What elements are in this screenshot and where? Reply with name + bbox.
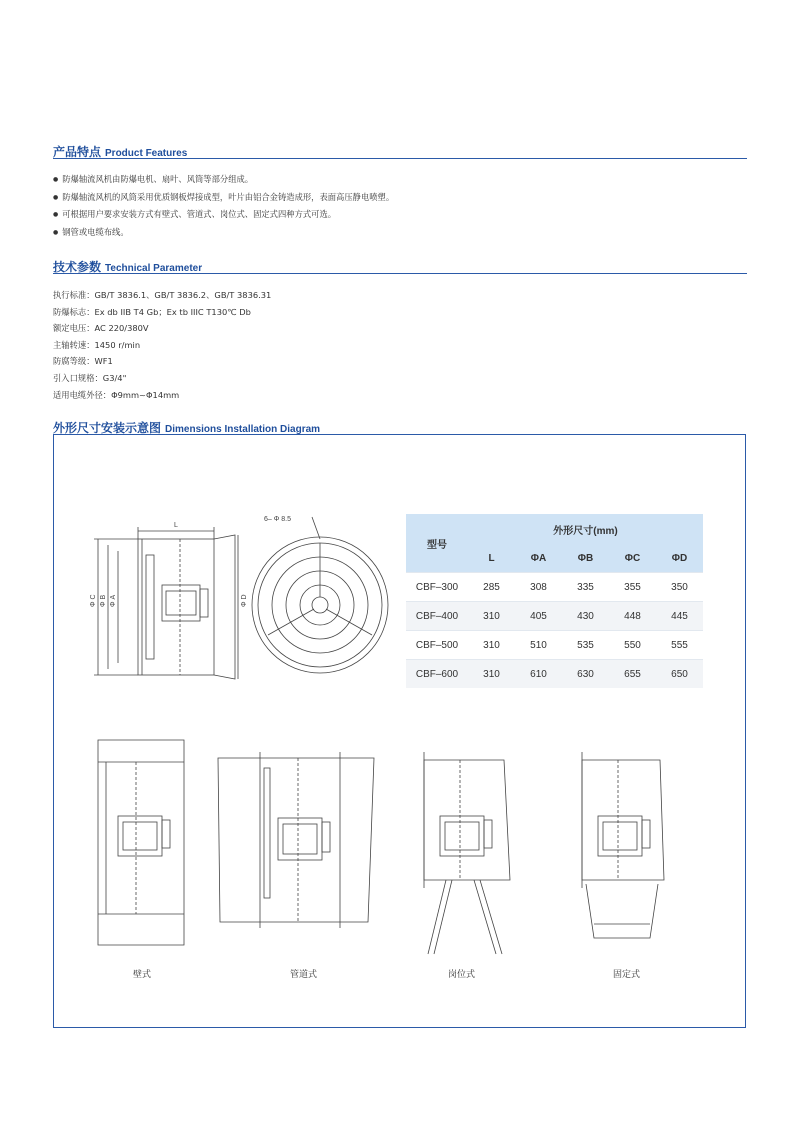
cell: 650	[656, 660, 703, 689]
cell: 355	[609, 573, 656, 602]
features-title-en: Product Features	[105, 148, 188, 159]
cell: 285	[468, 573, 515, 602]
fan-side-view-drawing	[90, 515, 250, 685]
cell: 310	[468, 631, 515, 660]
col-header-c: ΦC	[609, 544, 656, 573]
col-header-a: ΦA	[515, 544, 562, 573]
cell: 405	[515, 602, 562, 631]
size-header: 外形尺寸(mm)	[468, 514, 703, 544]
dimensions-title-en: Dimensions Installation Diagram	[165, 424, 321, 435]
dim-d-label: Φ D	[241, 594, 248, 607]
table-row	[406, 573, 703, 602]
dim-l-label: L	[174, 522, 178, 529]
features-title-cn: 产品特点	[53, 145, 102, 159]
col-header-b: ΦB	[562, 544, 609, 573]
caption-wall: 壁式	[133, 970, 152, 980]
cell: 310	[468, 660, 515, 689]
cell: 510	[515, 631, 562, 660]
table-row	[406, 602, 703, 631]
caption-duct: 管道式	[290, 970, 318, 980]
caption-post: 岗位式	[448, 970, 476, 980]
dimensions-table	[406, 514, 703, 688]
cell: 445	[656, 602, 703, 631]
param-anticorrosion: 防腐等级：WF1	[53, 356, 113, 367]
row-model: CBF–300	[406, 573, 468, 602]
holes-label: 6– Φ 8.5	[264, 516, 291, 523]
param-entry: 引入口规格：G3/4"	[53, 372, 127, 383]
dimensions-title-cn: 外形尺寸安装示意图	[53, 421, 162, 435]
row-model: CBF–400	[406, 602, 468, 631]
caption-fixed: 固定式	[613, 970, 641, 980]
features-divider	[53, 158, 747, 159]
cell: 610	[515, 660, 562, 689]
table-row	[406, 631, 703, 660]
cell: 310	[468, 602, 515, 631]
cell: 535	[562, 631, 609, 660]
dim-b-label: Φ B	[100, 594, 107, 607]
row-model: CBF–600	[406, 660, 468, 689]
cell: 630	[562, 660, 609, 689]
dim-c-label: Φ C	[90, 594, 97, 607]
cell: 350	[656, 573, 703, 602]
technical-title-cn: 技术参数	[53, 260, 102, 274]
cell: 655	[609, 660, 656, 689]
fan-front-view-drawing	[240, 505, 400, 690]
cell: 448	[609, 602, 656, 631]
feature-item: ● 可根据用户要求安装方式有壁式、管道式、岗位式、固定式四种方式可选。	[53, 206, 394, 224]
cell: 308	[515, 573, 562, 602]
fixed-mount-drawing	[572, 748, 672, 948]
cell: 550	[609, 631, 656, 660]
param-ex-mark: 防爆标志：Ex db IIB T4 Gb；Ex tb IIIC T130℃ Db	[53, 306, 251, 317]
features-list	[53, 171, 394, 241]
col-header-d: ΦD	[656, 544, 703, 573]
technical-title-en: Technical Parameter	[105, 263, 203, 274]
duct-mount-drawing	[216, 748, 378, 930]
technical-params	[53, 287, 271, 403]
technical-divider	[53, 273, 747, 274]
cell: 555	[656, 631, 703, 660]
wall-mount-drawing	[92, 738, 192, 948]
post-mount-drawing	[412, 748, 522, 960]
param-cable: 适用电缆外径：Φ9mm~Φ14mm	[53, 389, 180, 400]
table-row	[406, 660, 703, 689]
feature-item: ● 钢管或电缆布线。	[53, 224, 394, 242]
model-header: 型号	[406, 514, 468, 573]
feature-item: ● 防爆轴流风机由防爆电机、扇叶、风筒等部分组成。	[53, 171, 394, 189]
col-header-l: L	[468, 544, 515, 573]
cell: 335	[562, 573, 609, 602]
param-voltage: 额定电压：AC 220/380V	[53, 323, 149, 334]
dim-a-label: Φ A	[110, 594, 117, 607]
row-model: CBF–500	[406, 631, 468, 660]
param-standard: 执行标准：GB/T 3836.1、GB/T 3836.2、GB/T 3836.31	[53, 290, 272, 300]
cell: 430	[562, 602, 609, 631]
feature-item: ● 防爆轴流风机的风筒采用优质钢板焊接成型，叶片由铝合金铸造成形，表面高压静电喷塑。	[53, 189, 394, 207]
param-speed: 主轴转速：1450 r/min	[53, 339, 141, 350]
